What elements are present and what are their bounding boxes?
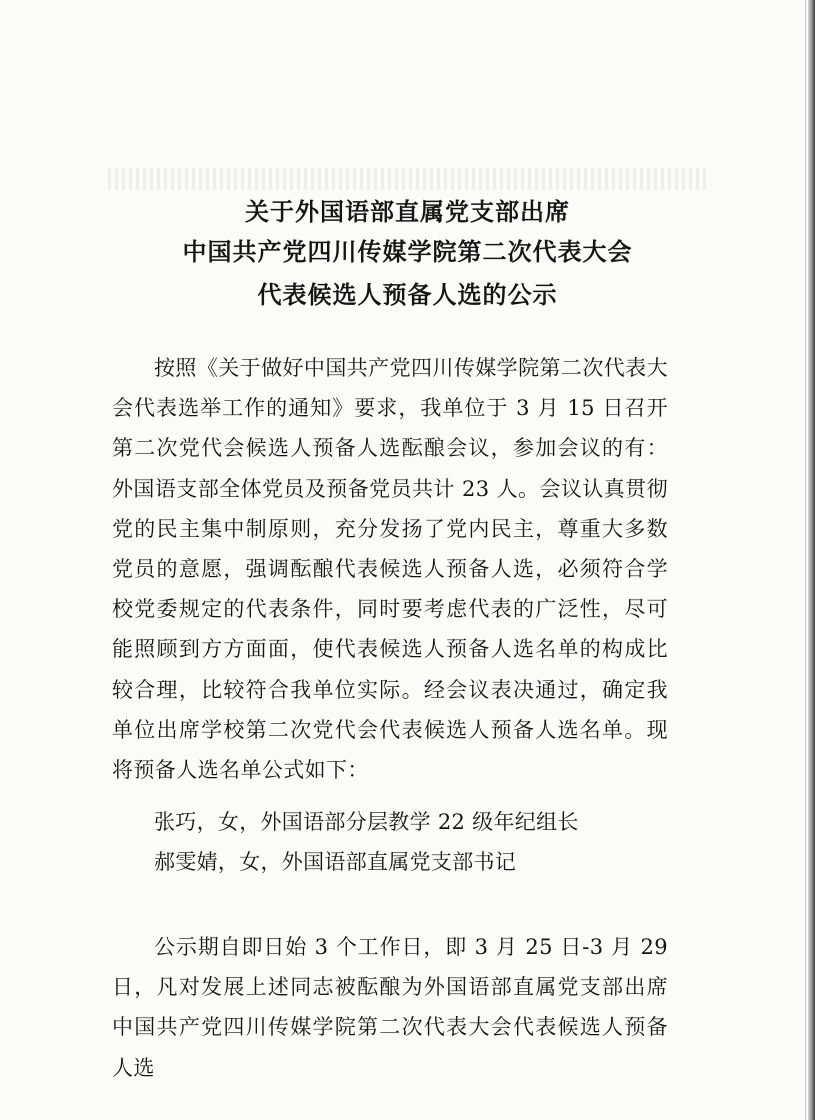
candidate-item: 郝雯婧，女，外国语部直属党支部书记 <box>154 850 517 874</box>
body-paragraph-2: 公示期自即日始 3 个工作日，即 3 月 25 日-3 月 29 日，凡对发展上述同志被酝酿为外国语部直属党支部出席中国共产党四川传媒学院第二次代表大会代表候选人预备人选 <box>112 935 668 1080</box>
scan-edge-line <box>805 0 806 1120</box>
title-line-1: 关于外国语部直属党支部出席 <box>245 197 570 226</box>
candidate-list <box>154 802 674 882</box>
title-line-3: 代表候选人预备人选的公示 <box>257 280 558 309</box>
candidate-item: 张巧，女，外国语部分层教学 22 级年纪组长 <box>154 810 579 834</box>
body-paragraph-1-block <box>112 348 668 790</box>
title-line-2: 中国共产党四川传媒学院第二次代表大会 <box>182 237 633 266</box>
body-paragraph-1: 按照《关于做好中国共产党四川传媒学院第二次代表大会代表选举工作的通知》要求，我单位于 3 月 15 日召开第二次党代会候选人预备人选酝酿会议，参加会议的有：外国语支部全体党员及预备党员共计 23 人。会议认真贯彻党的民主集中制原则，充分发扬了党内民主，尊重大多数党员的意愿，强调酝酿代表候选人预备人选，必须符合学校党委规定的代表条件，同时要考虑代表的广泛性，尽可能照顾到方方面面，使代表候选人预备人选名单的构成比较合理，比较符合我单位实际。经会议表决通过，确定我单位出席学校第二次党代会代表候选人预备人选名单。现将预备人选名单公式如下： <box>112 356 668 783</box>
scan-edge-shadow <box>808 0 815 1120</box>
body-paragraph-2-block <box>112 927 668 1088</box>
scan-bleed-through <box>108 168 708 190</box>
